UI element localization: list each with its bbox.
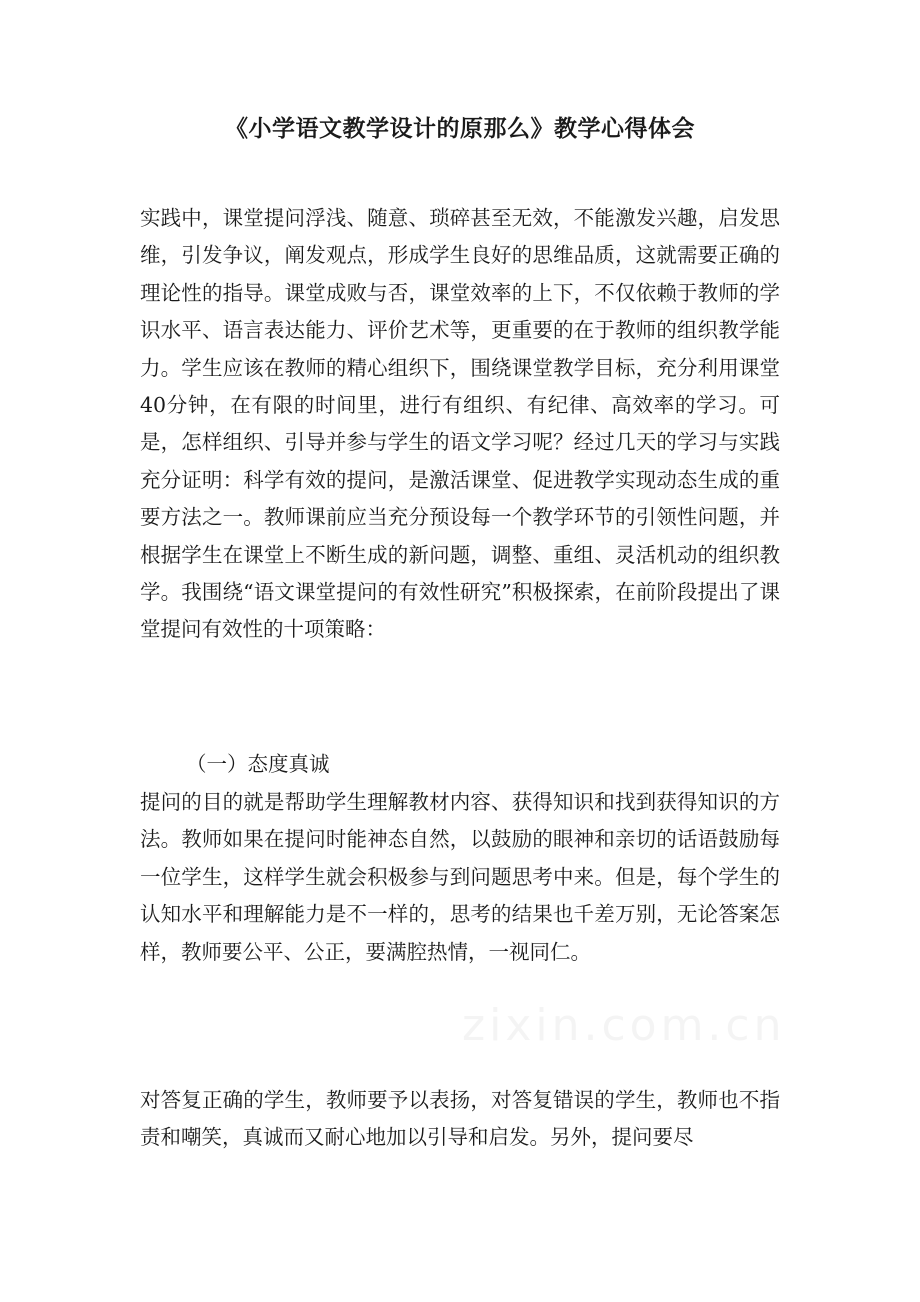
watermark: zixin.com.cn [462, 1000, 786, 1051]
document-title: 《小学语文教学设计的原那么》教学心得体会 [225, 115, 695, 142]
section-heading: （一）态度真诚 [186, 752, 330, 776]
body-paragraph-feedback: 对答复正确的学生，教师要予以表扬，对答复错误的学生，教师也不指责和嘲笑，真诚而又耐心地加以引导和启发。另外，提问要尽 [140, 1088, 780, 1150]
body-paragraph-intro: 实践中，课堂提问浮浅、随意、琐碎甚至无效，不能激发兴趣，启发思维，引发争议，阐发观点，形成学生良好的思维品质，这就需要正确的理论性的指导。课堂成败与否，课堂效率的上下，不仅依赖于教师的学识水平、语言表达能力、评价艺术等，更重要的在于教师的组织教学能力。学生应该在教师的精心组织下，围绕课堂教学目标，充分利用课堂40分钟，在有限的时间里，进行有组织、有纪律、高效率的学习。可是，怎样组织、引导并参与学生的语文学习呢？经过几天的学习与实践充分证明：科学有效的提问，是激活课堂、促进教学实现动态生成的重要方法之一。教师课前应当充分预设每一个教学环节的引领性问题，并根据学生在课堂上不断生成的新问题，调整、重组、灵活机动的组织教学。我围绕“语文课堂提问的有效性研究”积极探索，在前阶段提出了课堂提问有效性的十项策略： [140, 206, 780, 642]
body-paragraph-purpose: 提问的目的就是帮助学生理解教材内容、获得知识和找到获得知识的方法。教师如果在提问时能神态自然，以鼓励的眼神和亲切的话语鼓励每一位学生，这样学生就会积极参与到问题思考中来。但是，每个学生的认知水平和理解能力是不一样的，思考的结果也千差万别，无论答案怎样，教师要公平、公正，要满腔热情，一视同仁。 [140, 790, 780, 964]
